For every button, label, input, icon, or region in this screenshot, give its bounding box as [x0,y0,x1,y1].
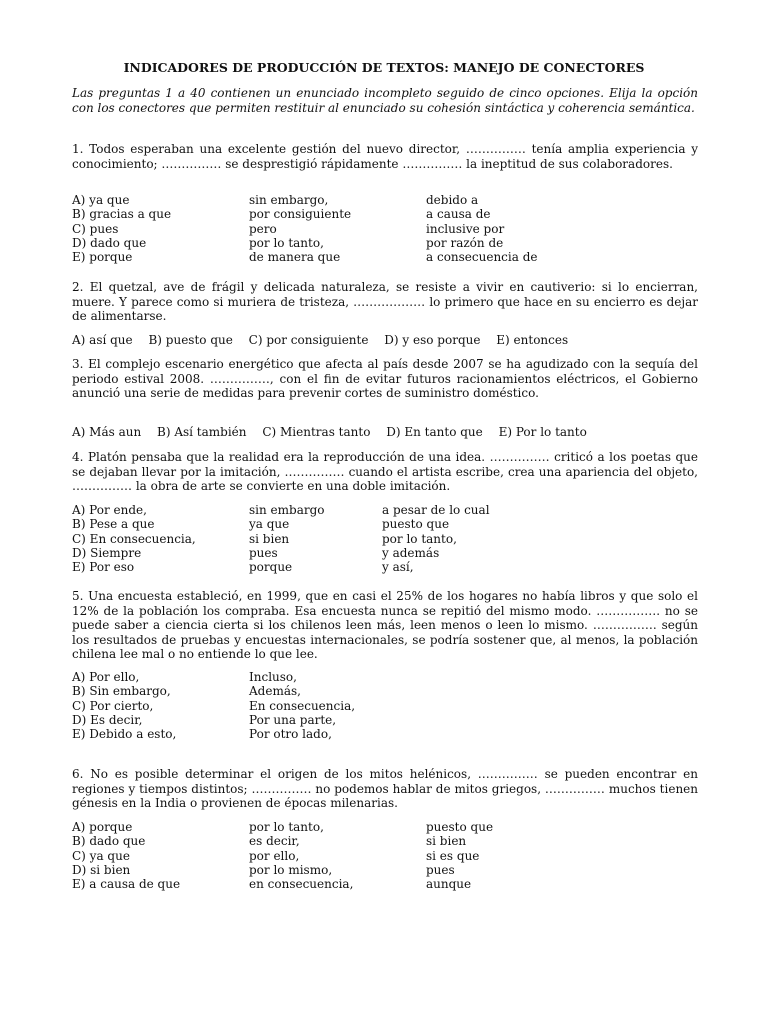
option-b: B) puesto que [148,333,233,347]
option-col-2: en consecuencia, [249,877,354,892]
option-row [72,877,698,891]
option-row [72,699,698,713]
option-col-2: porque [249,560,293,575]
option-row [72,713,698,727]
option-col-1: C) pues [72,221,119,236]
option-col-2: pues [249,545,278,560]
option-col-3: si bien [426,834,467,849]
option-col-2: por lo tanto, [249,820,324,834]
option-col-2: Por otro lado, [249,727,332,742]
question-4-options [72,503,698,574]
question-1-options [72,193,698,264]
question-5-text: 5. Una encuesta estableció, en 1999, que en casi el 25% de los hogares no había libros y que solo el 12% de la población los compraba. Esa encuesta nunca se repitió del mismo modo. ……………. no se puede saber a ciencia cierta si los chilenos leen más, leen menos o leen lo mismo. ……………. según los resultados de pruebas y encuestas internacionales, se podría sostener que, al menos, la población chilena lee mal o no entiende lo que lee. [72,589,698,661]
option-row [72,532,698,546]
document-title: INDICADORES DE PRODUCCIÓN DE TEXTOS: MANEJO DE CONECTORES [123,60,645,75]
option-col-2: por lo tanto, [249,235,324,250]
option-col-2: ya que [249,517,290,532]
option-col-2: por consiguiente [249,207,352,222]
option-col-1: D) dado que [72,235,147,250]
question-4-text: 4. Platón pensaba que la realidad era la reproducción de una idea. …………… criticó a los poetas que se dejaban llevar por la imitación, …………… cuando el artista escribe, crea una apariencia del objeto, …………… la obra de arte se convierte en una doble imitación. [72,450,698,493]
option-col-1: A) Por ende, [72,503,147,517]
option-col-2: pero [249,221,277,236]
option-col-2: sin embargo [249,503,325,517]
option-col-1: D) si bien [72,862,131,877]
option-col-1: B) Pese a que [72,517,155,532]
instructions: Las preguntas 1 a 40 contienen un enunciado incompleto seguido de cinco opciones. Elija la opción con los conectores que permiten restituir al enunciado su cohesión sintáctica y coherencia semántica. [72,86,698,115]
option-row [72,517,698,531]
option-row [72,250,698,264]
option-row [72,560,698,574]
option-col-2: En consecuencia, [249,698,356,713]
option-col-1: E) a causa de que [72,877,181,892]
option-col-2: si bien [249,531,290,546]
option-col-1: A) ya que [72,193,130,207]
option-row [72,207,698,221]
option-col-1: E) Por eso [72,560,135,575]
option-col-3: y además [382,545,440,560]
question-3-text: 3. El complejo escenario energético que afecta al país desde 2007 se ha agudizado con la sequía del periodo estival 2008. ……………, con el fin de evitar futuros racionamientos eléctricos, el Gobierno anunció una serie de medidas para prevenir cortes de suministro doméstico. [72,357,698,400]
option-d: D) En tanto que [386,425,483,439]
option-col-2: es decir, [249,834,300,849]
option-e: E) Por lo tanto [498,425,587,439]
option-row [72,684,698,698]
option-col-3: puesto que [382,517,450,532]
option-row [72,503,698,517]
option-row [72,727,698,741]
option-row [72,820,698,834]
option-col-1: B) dado que [72,834,146,849]
option-col-3: por lo tanto, [382,531,457,546]
option-col-1: E) Debido a esto, [72,727,177,742]
question-2-options [72,333,712,347]
question-6-text: 6. No es posible determinar el origen de los mitos helénicos, …………… se pueden encontrar en regiones y tiempos distintos; …………… no podemos hablar de mitos griegos, …………… muchos tienen génesis en la India o provienen de épocas milenarias. [72,767,698,810]
option-c: C) Mientras tanto [262,425,371,439]
option-col-3: pues [426,862,455,877]
option-c: C) por consiguiente [248,333,369,347]
question-6-options [72,820,698,891]
option-col-3: a causa de [426,207,491,222]
option-e: E) entonces [496,333,569,347]
option-col-3: a consecuencia de [426,250,538,265]
option-col-1: D) Siempre [72,545,142,560]
option-col-2: Además, [249,684,301,699]
option-row [72,193,698,207]
option-col-1: C) En consecuencia, [72,531,196,546]
option-row [72,863,698,877]
option-col-3: puesto que [426,820,494,834]
option-col-1: B) Sin embargo, [72,684,171,699]
option-a: A) Más aun [72,425,142,439]
option-row [72,236,698,250]
question-1-text: 1. Todos esperaban una excelente gestión del nuevo director, …………… tenía amplia experiencia y conocimiento; …………… se desprestigió rápidamente …………… la ineptitud de sus colaboradores. [72,142,698,171]
option-col-3: por razón de [426,235,504,250]
option-col-3: aunque [426,877,472,892]
question-2-text: 2. El quetzal, ave de frágil y delicada naturaleza, se resiste a vivir en cautiverio: si lo encierran, muere. Y parece como si muriera de tristeza, ……………… lo primero que hace en su encierro es dejar de alimentarse. [72,280,698,323]
option-col-2: de manera que [249,250,341,265]
option-row [72,834,698,848]
option-col-2: Por una parte, [249,712,337,727]
option-row [72,546,698,560]
option-row [72,222,698,236]
option-col-1: E) porque [72,250,133,265]
option-col-3: debido a [426,193,479,207]
option-col-3: a pesar de lo cual [382,503,490,517]
option-col-3: inclusive por [426,221,505,236]
option-col-1: D) Es decir, [72,712,143,727]
option-col-1: C) Por cierto, [72,698,154,713]
option-col-1: C) ya que [72,848,130,863]
option-col-2: sin embargo, [249,193,329,207]
option-d: D) y eso porque [384,333,481,347]
option-col-1: B) gracias a que [72,207,172,222]
option-col-1: A) Por ello, [72,670,140,684]
option-col-3: y así, [382,560,414,575]
option-row [72,849,698,863]
question-3-options [72,425,712,439]
option-col-3: si es que [426,848,480,863]
option-b: B) Así también [157,425,247,439]
option-a: A) así que [72,333,133,347]
option-col-2: por ello, [249,848,300,863]
option-row [72,670,698,684]
option-col-2: Incluso, [249,670,297,684]
question-5-options [72,670,698,741]
option-col-1: A) porque [72,820,133,834]
option-col-2: por lo mismo, [249,862,333,877]
